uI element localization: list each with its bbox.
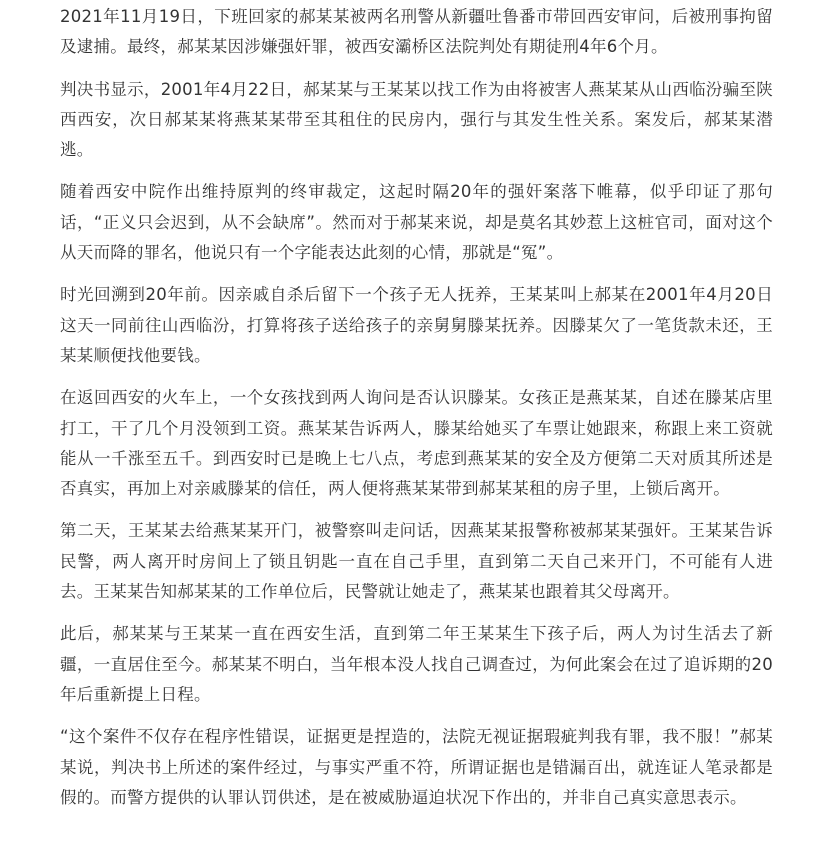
paragraph-6: 第二天，王某某去给燕某某开门，被警察叫走问话，因燕某某报警称被郝某某强奸。王某某告诉民警，两人离开时房间上了锁且钥匙一直在自己手里，直到第二天自己来开门，不可能有人进去。王某某告知郝某某的工作单位后，民警就让她走了，燕某某也跟着其父母离开。 — [60, 521, 773, 602]
paragraph-4: 时光回溯到20年前。因亲戚自杀后留下一个孩子无人抚养，王某某叫上郝某在2001年4月20日这天一同前往山西临汾，打算将孩子送给孩子的亲舅舅滕某抚养。因滕某欠了一笔货款未还，王某某顺便找他要钱。 — [60, 285, 773, 365]
paragraph-3: 随着西安中院作出维持原判的终审裁定，这起时隔20年的强奸案落下帷幕，似乎印证了那句话，“正义只会迟到，从不会缺席”。然而对于郝某来说，却是莫名其妙惹上这桩官司，面对这个从天而降的罪名，他说只有一个字能表达此刻的心情，那就是“冤”。 — [60, 182, 773, 263]
paragraph-7: 此后，郝某某与王某某一直在西安生活，直到第二年王某某生下孩子后，两人为讨生活去了新疆，一直居住至今。郝某某不明白，当年根本没人找自己调查过，为何此案会在过了追诉期的20年后重新提上日程。 — [60, 624, 773, 704]
paragraph-1: 2021年11月19日，下班回家的郝某某被两名刑警从新疆吐鲁番市带回西安审问，后被刑事拘留及逮捕。最终，郝某某因涉嫌强奸罪，被西安灞桥区法院判处有期徒刑4年6个月。 — [60, 7, 773, 57]
paragraph-8: “这个案件不仅存在程序性错误，证据更是捏造的，法院无视证据瑕疵判我有罪，我不服！”郝某某说，判决书上所述的案件经过，与事实严重不符，所谓证据也是错漏百出，就连证人笔录都是假的。而警方提供的认罪认罚供述，是在被威胁逼迫状况下作出的，并非自己真实意思表示。 — [60, 727, 773, 807]
paragraph-5: 在返回西安的火车上，一个女孩找到两人询问是否认识滕某。女孩正是燕某某，自述在滕某店里打工，干了几个月没领到工资。燕某某告诉两人，滕某给她买了车票让她跟来，称跟上来工资就能从一千涨至五千。到西安时已是晚上七八点，考虑到燕某某的安全及方便第二天对质其所述是否真实，再加上对亲戚滕某的信任，两人便将燕某某带到郝某某租的房子里，上锁后离开。 — [60, 388, 773, 499]
paragraph-2: 判决书显示，2001年4月22日，郝某某与王某某以找工作为由将被害人燕某某从山西临汾骗至陕西西安，次日郝某某将燕某某带至其租住的民房内，强行与其发生性关系。案发后，郝某某潜逃。 — [60, 79, 773, 160]
